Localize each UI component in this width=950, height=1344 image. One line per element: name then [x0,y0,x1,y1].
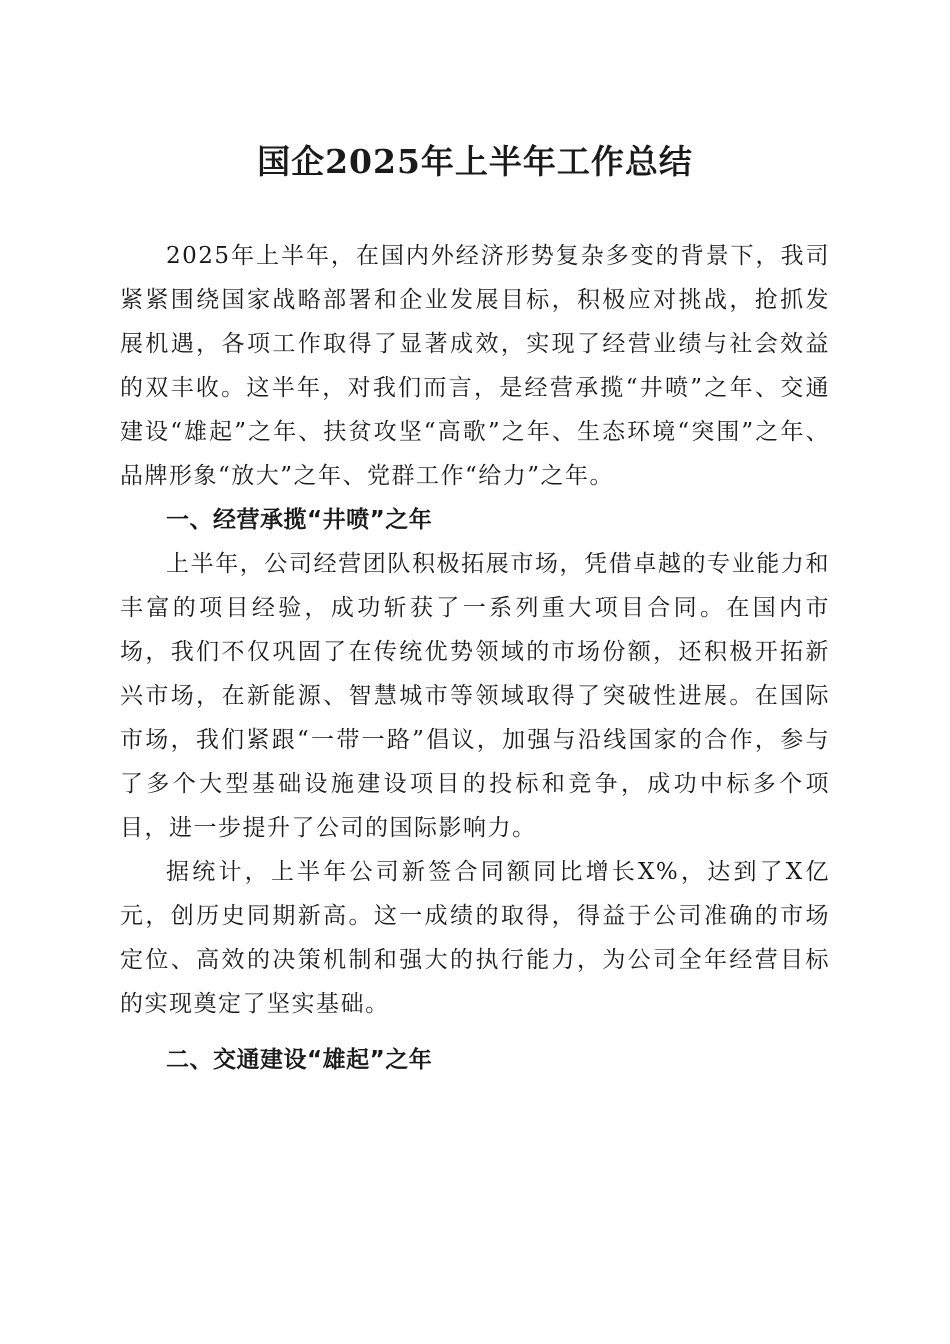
section-heading-1: 一、经营承揽“井喷”之年 [166,507,433,533]
document-title: 国企2025年上半年工作总结 [257,142,693,181]
intro-paragraph: 2025年上半年，在国内外经济形势复杂多变的背景下，我司紧紧围绕国家战略部署和企业发展目标，积极应对挑战，抢抓发展机遇，各项工作取得了显著成效，实现了经营业绩与社会效益的双丰收。这半年，对我们而言，是经营承揽“井喷”之年、交通建设“雄起”之年、扶贫攻坚“高歌”之年、生态环境“突围”之年、品牌形象“放大”之年、党群工作“给力”之年。 [120,243,830,489]
section1-paragraph-1: 上半年，公司经营团队积极拓展市场，凭借卓越的专业能力和丰富的项目经验，成功斩获了一系列重大项目合同。在国内市场，我们不仅巩固了在传统优势领域的市场份额，还积极开拓新兴市场，在新能源、智慧城市等领域取得了突破性进展。在国际市场，我们紧跟“一带一路”倡议，加强与沿线国家的合作，参与了多个大型基础设施建设项目的投标和竞争，成功中标多个项目，进一步提升了公司的国际影响力。 [120,551,830,841]
document-body [120,234,830,1082]
section1-paragraph-2: 据统计，上半年公司新签合同额同比增长X%，达到了X亿元，创历史同期新高。这一成绩的取得，得益于公司准确的市场定位、高效的决策机制和强大的执行能力，为公司全年经营目标的实现奠定了坚实基础。 [120,859,830,1017]
section-heading-2: 二、交通建设“雄起”之年 [166,1047,433,1073]
